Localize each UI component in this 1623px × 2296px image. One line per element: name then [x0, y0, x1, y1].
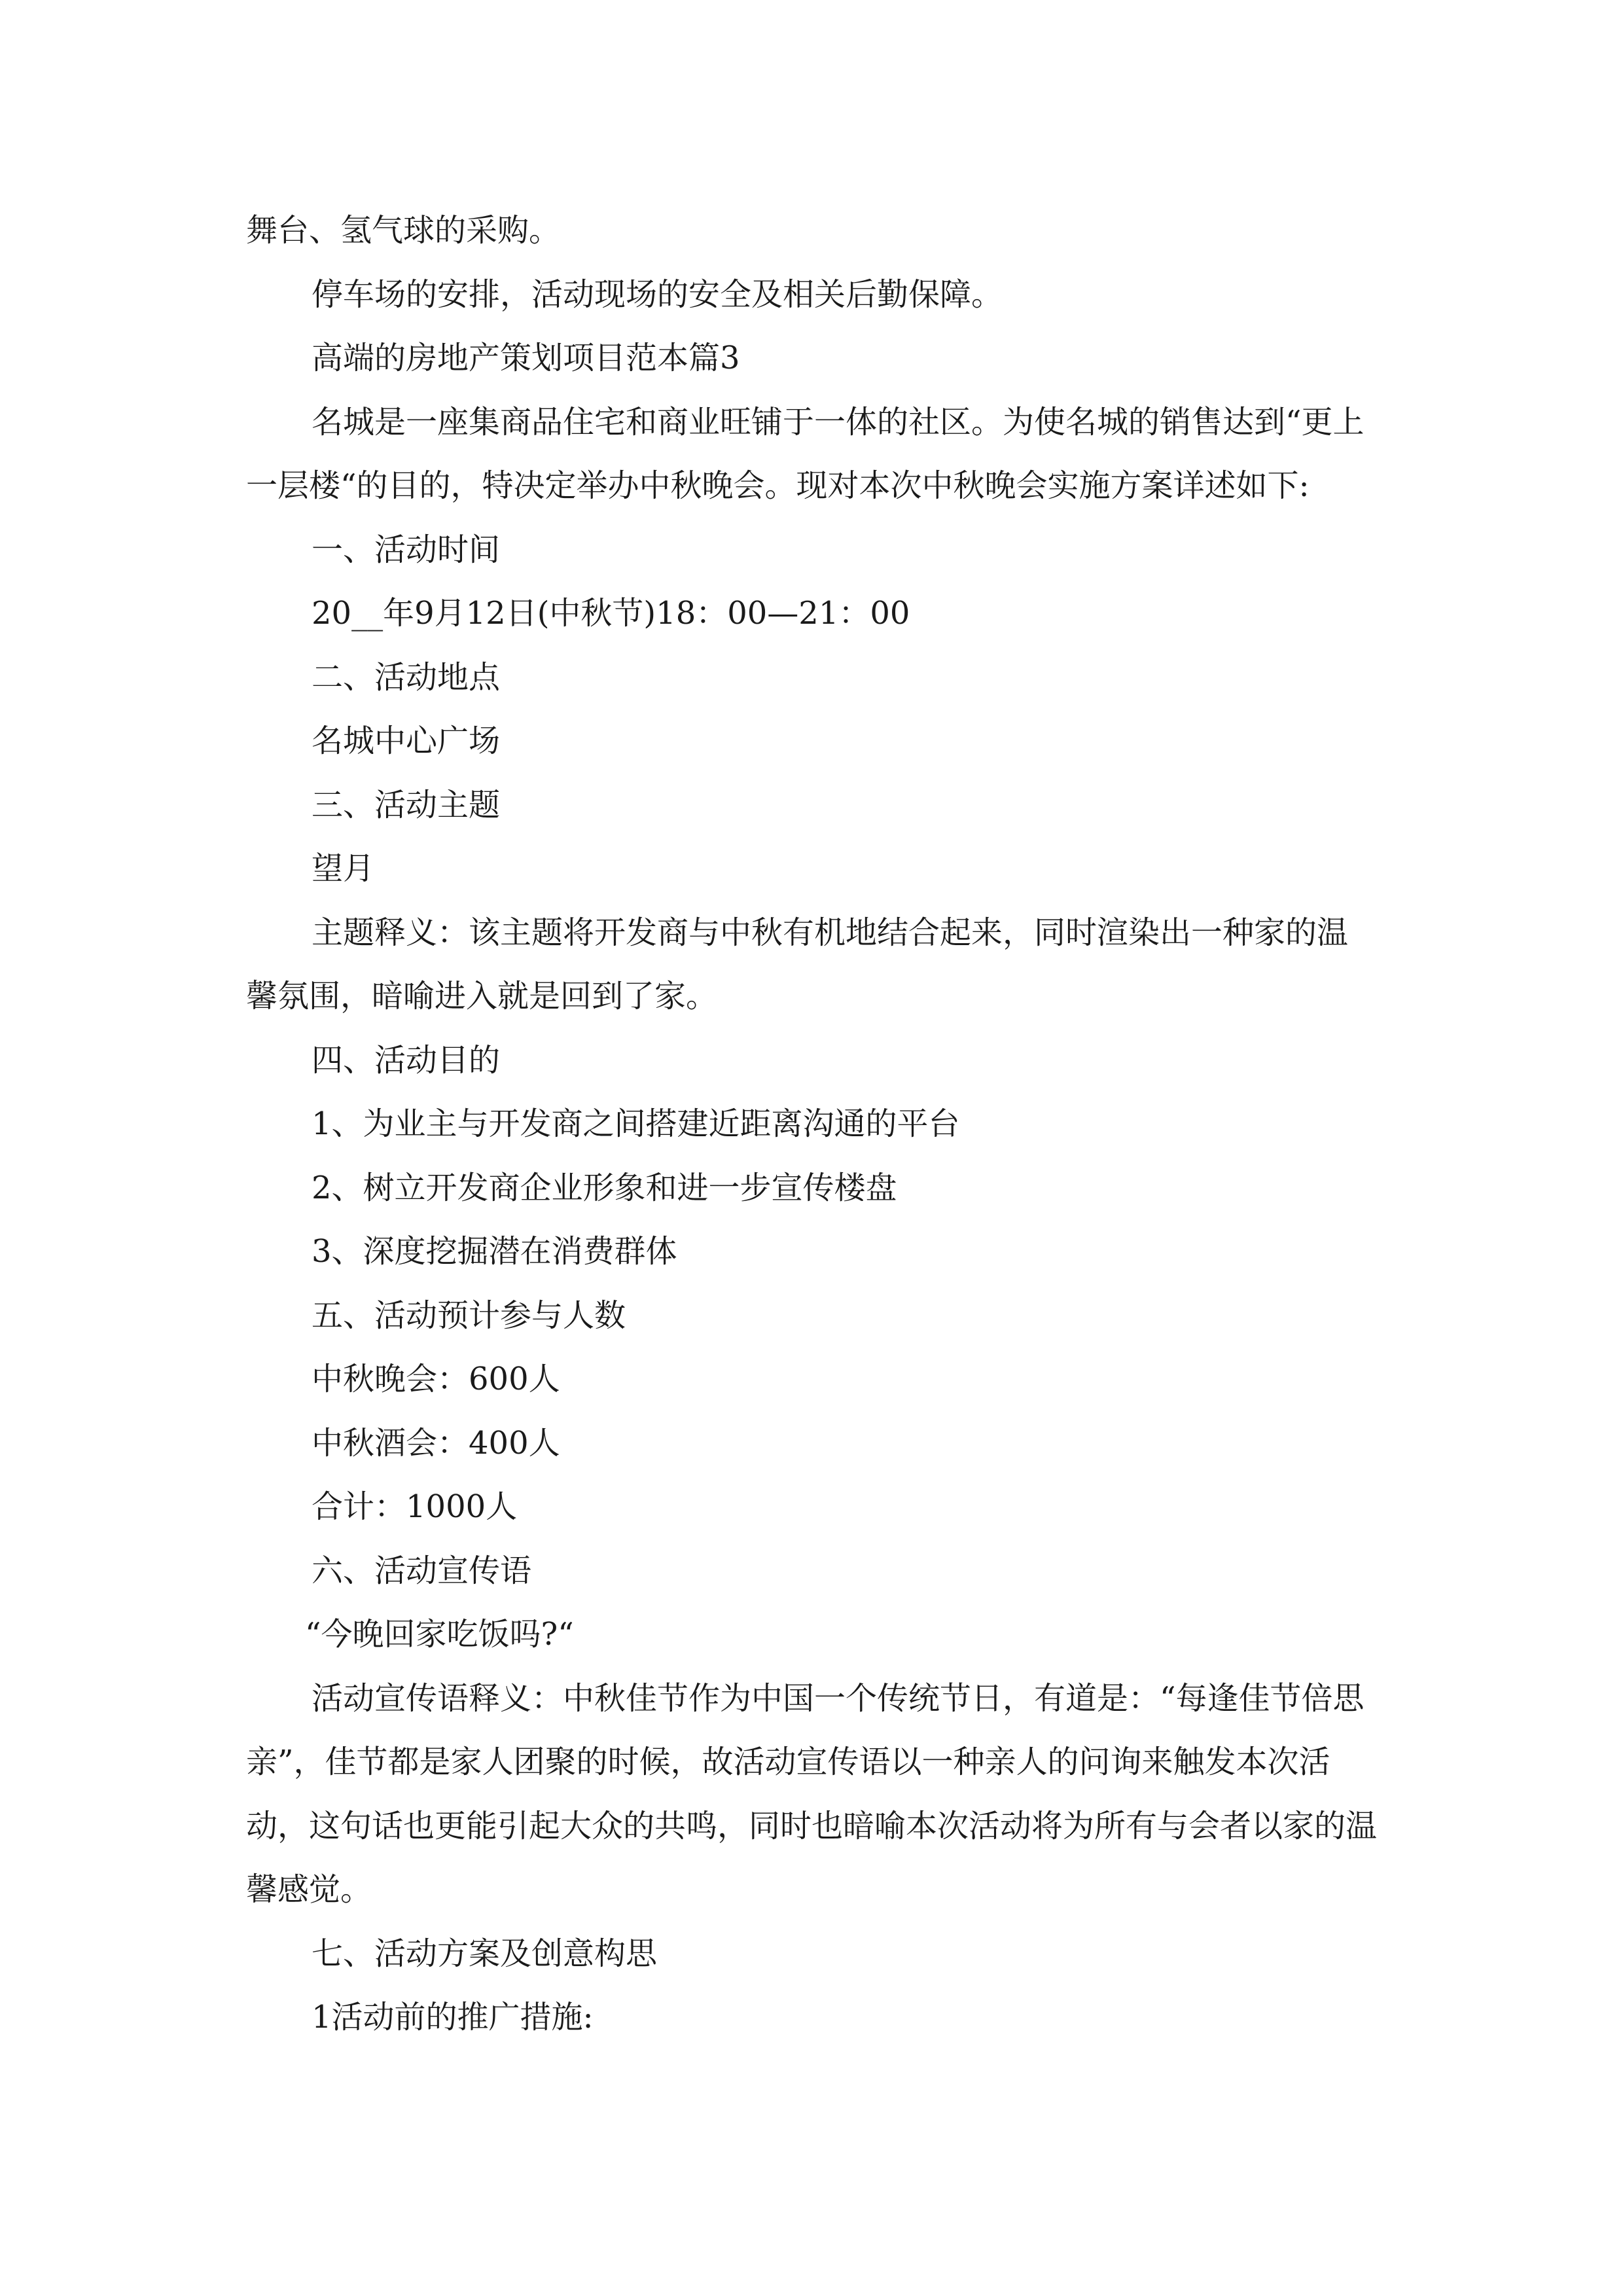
heading-activity-time: 一、活动时间 [312, 531, 501, 568]
value-reception-participants: 中秋酒会：400人 [312, 1424, 560, 1462]
value-slogan: “今晚回家吃饭吗?“ [305, 1616, 574, 1653]
heading-activity-theme: 三、活动主题 [312, 786, 501, 823]
list-item-purpose-2: 2、树立开发商企业形象和进一步宣传楼盘 [312, 1169, 897, 1206]
value-activity-time: 20__年9月12日(中秋节)18：00—21：00 [312, 595, 910, 632]
heading-activity-purpose: 四、活动目的 [312, 1041, 501, 1079]
document-body [246, 199, 1378, 2050]
section-heading-sample-3: 高端的房地产策划项目范本篇3 [312, 340, 740, 376]
value-activity-location: 名城中心广场 [312, 723, 501, 759]
paragraph-introduction: 名城是一座集商品住宅和商业旺铺于一体的社区。为使名城的销售达到“更上一层楼“的目的，特决定举办中秋晚会。现对本次中秋晚会实施方案详述如下: [246, 403, 1364, 504]
paragraph-slogan-explanation: 活动宣传语释义：中秋佳节作为中国一个传统节日，有道是：“每逢佳节倍思亲”，佳节都是家人团聚的时候，故活动宣传语以一种亲人的问询来触发本次活动，这句话也更能引起大众的共鸣，同时也暗喻本次活动将为所有与会者以家的温馨感觉。 [246, 1679, 1378, 1908]
list-item-purpose-3: 3、深度挖掘潜在消费群体 [312, 1233, 677, 1270]
heading-expected-participants: 五、活动预计参与人数 [312, 1297, 626, 1334]
heading-activity-plan: 七、活动方案及创意构思 [312, 1935, 658, 1972]
value-activity-theme: 望月 [312, 850, 375, 887]
paragraph-theme-explanation: 主题释义：该主题将开发商与中秋有机地结合起来，同时渲染出一种家的温馨氛围，暗喻进入就是回到了家。 [246, 914, 1349, 1014]
value-gala-participants: 中秋晚会：600人 [312, 1361, 560, 1397]
heading-slogan: 六、活动宣传语 [312, 1552, 532, 1589]
paragraph-parking: 停车场的安排，活动现场的安全及相关后勤保障。 [312, 276, 1003, 313]
subheading-promotion-measures: 1活动前的推广措施: [312, 1999, 594, 2036]
paragraph-procurement: 舞台、氢气球的采购。 [246, 212, 561, 249]
list-item-purpose-1: 1、为业主与开发商之间搭建近距离沟通的平台 [312, 1105, 960, 1142]
heading-activity-location: 二、活动地点 [312, 658, 501, 696]
value-total-participants: 合计：1000人 [312, 1488, 518, 1525]
